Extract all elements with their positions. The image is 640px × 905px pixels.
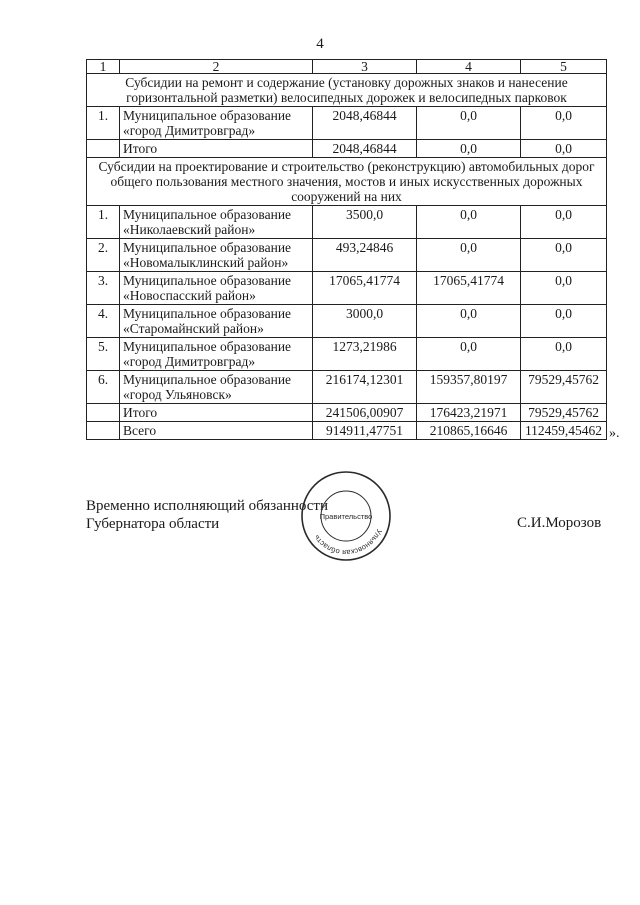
row-value-col5: 0,0 bbox=[521, 305, 607, 338]
section-title-row bbox=[87, 74, 607, 107]
section-title: Субсидии на проектирование и строительство (реконструкцию) автомобильных дорог общего пользования местного значения, мостов и иных искусственных дорожных сооружений на них bbox=[87, 158, 607, 206]
official-seal-stamp bbox=[300, 470, 392, 562]
row-value-col5: 79529,45762 bbox=[521, 371, 607, 404]
section-total-row bbox=[87, 140, 607, 158]
row-value-col5: 0,0 bbox=[521, 272, 607, 305]
total-value-col5: 79529,45762 bbox=[521, 404, 607, 422]
page-number: 4 bbox=[316, 36, 324, 52]
row-value-col3: 3000,0 bbox=[313, 305, 417, 338]
total-value-col3: 2048,46844 bbox=[313, 140, 417, 158]
total-value-col3: 241506,00907 bbox=[313, 404, 417, 422]
row-municipality-name: Муниципальное образование «Новоспасский район» bbox=[120, 272, 313, 305]
grand-total-empty-cell bbox=[87, 422, 120, 440]
row-number: 1. bbox=[87, 107, 120, 140]
row-value-col4: 0,0 bbox=[417, 338, 521, 371]
grand-total-col3: 914911,47751 bbox=[313, 422, 417, 440]
section-title: Субсидии на ремонт и содержание (установку дорожных знаков и нанесение горизонтальной разметки) велосипедных дорожек и велосипедных парковок bbox=[87, 74, 607, 107]
grand-total-row bbox=[87, 422, 607, 440]
total-label: Итого bbox=[120, 404, 313, 422]
row-municipality-name: Муниципальное образование «Николаевский район» bbox=[120, 206, 313, 239]
total-label: Итого bbox=[120, 140, 313, 158]
section-total-row bbox=[87, 404, 607, 422]
row-value-col3: 17065,41774 bbox=[313, 272, 417, 305]
table-row bbox=[87, 107, 607, 140]
grand-total-label: Всего bbox=[120, 422, 313, 440]
table-header-row bbox=[87, 60, 607, 74]
grand-total-col5: 112459,45462 bbox=[521, 422, 607, 440]
total-value-col5: 0,0 bbox=[521, 140, 607, 158]
row-value-col4: 159357,80197 bbox=[417, 371, 521, 404]
header-cell-4: 4 bbox=[417, 60, 521, 74]
row-value-col3: 2048,46844 bbox=[313, 107, 417, 140]
table-row bbox=[87, 338, 607, 371]
total-value-col4: 0,0 bbox=[417, 140, 521, 158]
row-number: 4. bbox=[87, 305, 120, 338]
row-value-col5: 0,0 bbox=[521, 338, 607, 371]
row-municipality-name: Муниципальное образование «город Ульяновск» bbox=[120, 371, 313, 404]
subsidy-table bbox=[86, 59, 607, 440]
signatory-title bbox=[86, 497, 328, 533]
row-value-col4: 0,0 bbox=[417, 206, 521, 239]
row-municipality-name: Муниципальное образование «город Димитровград» bbox=[120, 338, 313, 371]
row-value-col5: 0,0 bbox=[521, 107, 607, 140]
row-number: 1. bbox=[87, 206, 120, 239]
table-row bbox=[87, 305, 607, 338]
signatory-name: С.И.Морозов bbox=[517, 515, 602, 531]
table-row bbox=[87, 206, 607, 239]
grand-total-col4: 210865,16646 bbox=[417, 422, 521, 440]
table-row bbox=[87, 239, 607, 272]
row-value-col4: 17065,41774 bbox=[417, 272, 521, 305]
row-municipality-name: Муниципальное образование «Новомалыклинский район» bbox=[120, 239, 313, 272]
row-value-col4: 0,0 bbox=[417, 107, 521, 140]
section-title-row bbox=[87, 158, 607, 206]
row-number: 5. bbox=[87, 338, 120, 371]
row-value-col4: 0,0 bbox=[417, 305, 521, 338]
row-value-col3: 493,24846 bbox=[313, 239, 417, 272]
row-value-col5: 0,0 bbox=[521, 206, 607, 239]
seal-center-text: Правительство bbox=[319, 512, 373, 521]
header-cell-5: 5 bbox=[521, 60, 607, 74]
row-value-col3: 1273,21986 bbox=[313, 338, 417, 371]
header-cell-1: 1 bbox=[87, 60, 120, 74]
row-value-col4: 0,0 bbox=[417, 239, 521, 272]
row-value-col5: 0,0 bbox=[521, 239, 607, 272]
row-number: 2. bbox=[87, 239, 120, 272]
total-empty-cell bbox=[87, 140, 120, 158]
total-empty-cell bbox=[87, 404, 120, 422]
row-number: 3. bbox=[87, 272, 120, 305]
header-cell-2: 2 bbox=[120, 60, 313, 74]
closing-quote-mark: ». bbox=[609, 426, 620, 441]
row-municipality-name: Муниципальное образование «город Димитровград» bbox=[120, 107, 313, 140]
row-value-col3: 3500,0 bbox=[313, 206, 417, 239]
table-row bbox=[87, 371, 607, 404]
signatory-title-line-1: Временно исполняющий обязанности bbox=[86, 498, 329, 514]
table-row bbox=[87, 272, 607, 305]
seal-ring-text-path: Ульяновская область bbox=[311, 527, 385, 558]
row-municipality-name: Муниципальное образование «Старомайнский район» bbox=[120, 305, 313, 338]
header-cell-3: 3 bbox=[313, 60, 417, 74]
row-number: 6. bbox=[87, 371, 120, 404]
subsidy-table-body bbox=[87, 60, 607, 440]
total-value-col4: 176423,21971 bbox=[417, 404, 521, 422]
row-value-col3: 216174,12301 bbox=[313, 371, 417, 404]
signatory-title-line-2: Губернатора области bbox=[86, 516, 220, 532]
